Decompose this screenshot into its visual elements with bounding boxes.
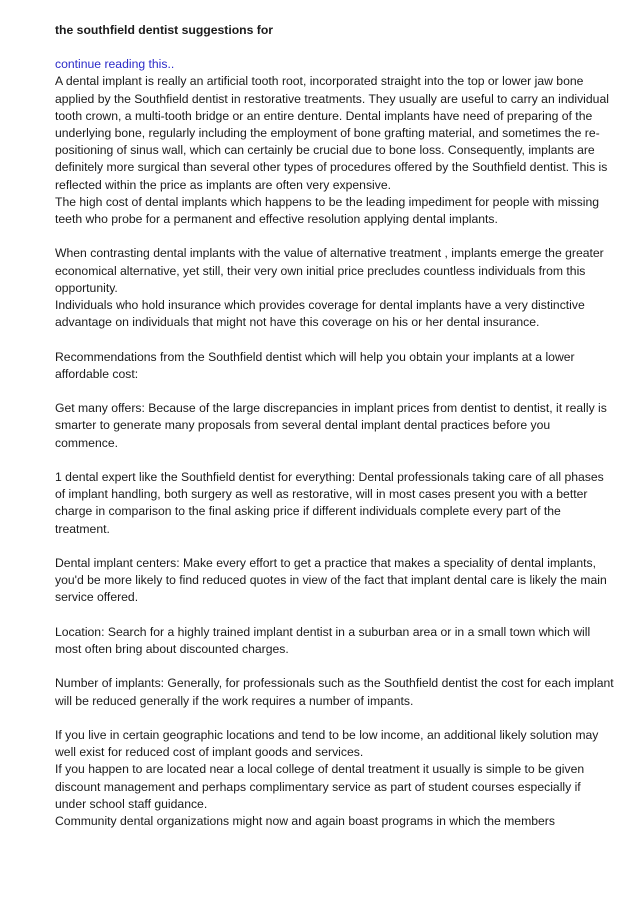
document-title: the southfield dentist suggestions for [55, 23, 274, 37]
body-paragraph: Recommendations from the Southfield dentist which will help you obtain your implants at a lower affordable cost: [55, 349, 575, 381]
body-paragraph: 1 dental expert like the Southfield dentist for everything: Dental professionals taking care of all phases of implant handling, both surgery as well as restorative, will in most cases present you with a better charge in comparison to the final asking price if different individuals complete every part of the treatment. [55, 470, 604, 536]
body-paragraph: If you live in certain geographic locations and tend to be low income, an additional likely solution may well exist for reduced cost of implant goods and services. [55, 728, 599, 760]
body-paragraph: A dental implant is really an artificial tooth root, incorporated straight into the top or lower jaw bone applied by the Southfield dentist in restorative treatments. They usually are useful to carry an individual tooth crown, a multi-tooth bridge or an entire denture. Dental implants have need of preparing of the underlying bone, regularly including the employment of bone grafting material, and sometimes the re-positioning of sinus wall, which can certainly be crucial due to bone loss. Consequently, implants are definitely more surgical than several other types of procedures offered by the Southfield dentist. This is reflected within the price as implants are often very expensive. [55, 74, 609, 192]
body-paragraph: The high cost of dental implants which happens to be the leading impediment for people with missing teeth who probe for a permanent and effective resolution applying dental implants. [55, 194, 600, 227]
body-paragraph: If you happen to are located near a local college of dental treatment it usually is simple to be given discount management and perhaps complimentary service as part of student courses especially if under school staff guidance. [55, 762, 585, 811]
body-paragraph: Dental implant centers: Make every effort to get a practice that makes a speciality of dental implants, you'd be more likely to find reduced quotes in view of the fact that implant dental care is likely the main service offered. [55, 556, 607, 605]
document-page [55, 22, 615, 830]
document-body [55, 73, 615, 830]
body-paragraph: Get many offers: Because of the large discrepancies in implant prices from dentist to dentist, it really is smarter to generate many proposals from several dental implant dental practices before you commence. [55, 401, 607, 450]
body-paragraph: Number of implants: Generally, for professionals such as the Southfield dentist the cost for each implant will be reduced generally if the work requires a number of impants. [55, 676, 614, 708]
body-paragraph: Community dental organizations might now and again boast programs in which the members [55, 814, 555, 829]
body-paragraph: Individuals who hold insurance which provides coverage for dental implants have a very distinctive advantage on individuals that might not have this coverage on his or her dental insurance. [55, 298, 585, 330]
body-paragraph: When contrasting dental implants with the value of alternative treatment , implants emerge the greater economical alternative, yet still, their very own initial price precludes countless individuals from this opportunity. [55, 246, 604, 295]
body-paragraph: Location: Search for a highly trained implant dentist in a suburban area or in a small town which will most often bring about discounted charges. [55, 624, 591, 657]
continue-reading-link[interactable]: continue reading this.. [55, 57, 175, 72]
